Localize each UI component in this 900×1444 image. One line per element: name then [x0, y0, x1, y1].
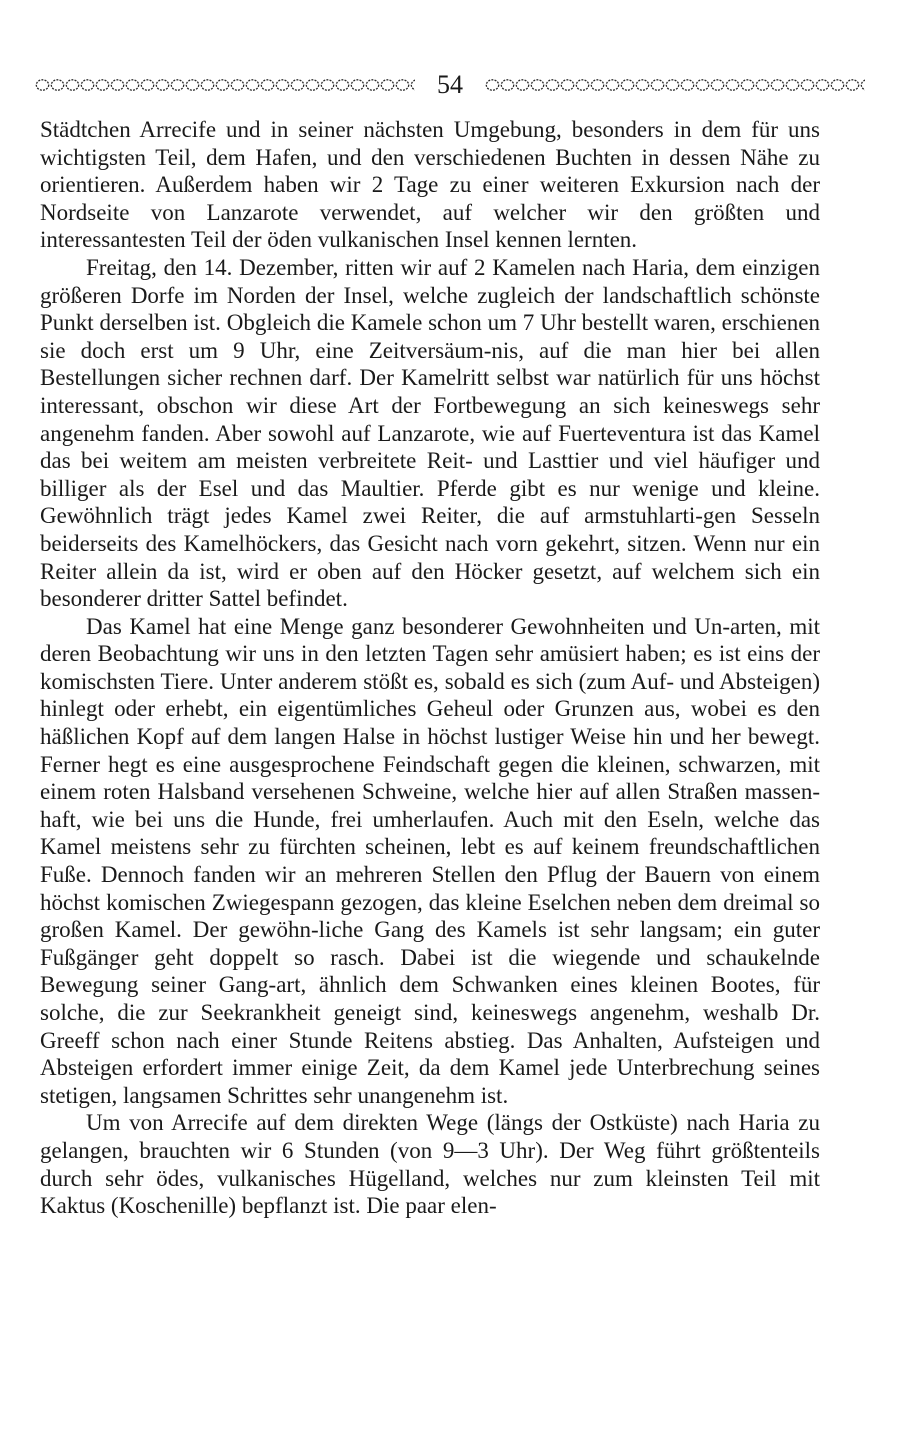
paragraph: Freitag, den 14. Dezember, ritten wir auf 2 Kamelen nach Haria, dem einzigen größeren Dorfe im Norden der Insel, welche zugleich der landschaftlich schönste Punkt derselben ist. Obgleich die Kamele schon um 7 Uhr bestellt waren, erschienen sie doch erst um 9 Uhr, eine Zeitversäum-nis, auf die man hier bei allen Bestellungen sicher rechnen darf. Der Kamelritt selbst war natürlich für uns höchst interessant, obschon wir diese Art der Fortbewegung an sich keineswegs sehr angenehm fanden. Aber sowohl auf Lanzarote, wie auf Fuerteventura ist das Kamel das bei weitem am meisten verbreitete Reit- und Lasttier und viel häufiger und billiger als der Esel und das Maultier. Pferde gibt es nur wenige und kleine. Gewöhnlich trägt jedes Kamel zwei Reiter, die auf armstuhlarti-gen Sesseln beiderseits des Kamelhöckers, das Gesicht nach vorn gekehrt, sitzen. Wenn nur ein Reiter allein da ist, wird er oben auf den Höcker gesetzt, auf welchem sich ein besonderer dritter Sattel befindet. — [40, 254, 820, 612]
running-head — [30, 68, 870, 102]
body-text — [40, 116, 820, 1220]
page-number: 54 — [437, 70, 463, 99]
decorative-rule-icon — [485, 74, 865, 96]
decorative-rule-icon — [35, 74, 415, 96]
paragraph: Um von Arrecife auf dem direkten Wege (längs der Ostküste) nach Haria zu gelangen, brauchten wir 6 Stunden (von 9—3 Uhr). Der Weg führt größtenteils durch sehr ödes, vulkanisches Hügelland, welches nur zum kleinsten Teil mit Kaktus (Koschenille) bepflanzt ist. Die paar elen- — [40, 1110, 820, 1219]
paragraph: Städtchen Arrecife und in seiner nächsten Umgebung, besonders in dem für uns wichtigsten Teil, dem Hafen, und den verschiedenen Buchten in dessen Nähe zu orientieren. Außerdem haben wir 2 Tage zu einer weiteren Exkursion nach der Nordseite von Lanzarote verwendet, auf welcher wir den größten und interessantesten Teil der öden vulkanischen Insel kennen lernten. — [40, 117, 820, 253]
paragraph: Das Kamel hat eine Menge ganz besonderer Gewohnheiten und Un-arten, mit deren Beobachtung wir uns in den letzten Tagen sehr amüsiert haben; es ist eins der komischsten Tiere. Unter anderem stößt es, sobald es sich (zum Auf- und Absteigen) hinlegt oder erhebt, ein eigentümliches Geheul oder Grunzen aus, wobei es den häßlichen Kopf auf dem langen Halse in höchst lustiger Weise hin und her bewegt. Ferner hegt es eine ausgesprochene Feindschaft gegen die kleinen, schwarzen, mit einem roten Halsband versehenen Schweine, welche hier auf allen Straßen massen-haft, wie bei uns die Hunde, frei umherlaufen. Auch mit den Eseln, welche das Kamel meistens sehr zu fürchten scheinen, lebt es auf keinem freundschaftlichen Fuße. Dennoch fanden wir an mehreren Stellen den Pflug der Bauern von einem höchst komischen Zwiegespann gezogen, das kleine Eselchen neben dem dreimal so großen Kamel. Der gewöhn-liche Gang des Kamels ist sehr langsam; ein guter Fußgänger geht doppelt so rasch. Dabei ist die wiegende und schaukelnde Bewegung seiner Gang-art, ähnlich dem Schwanken eines kleinen Bootes, für solche, die zur Seekrankheit geneigt sind, keineswegs angenehm, weshalb Dr. Greeff schon nach einer Stunde Reitens abstieg. Das Anhalten, Aufsteigen und Absteigen erfordert immer einige Zeit, da dem Kamel jede Unterbrechung seines stetigen, langsamen Schrittes sehr unangenehm ist. — [40, 613, 820, 1108]
